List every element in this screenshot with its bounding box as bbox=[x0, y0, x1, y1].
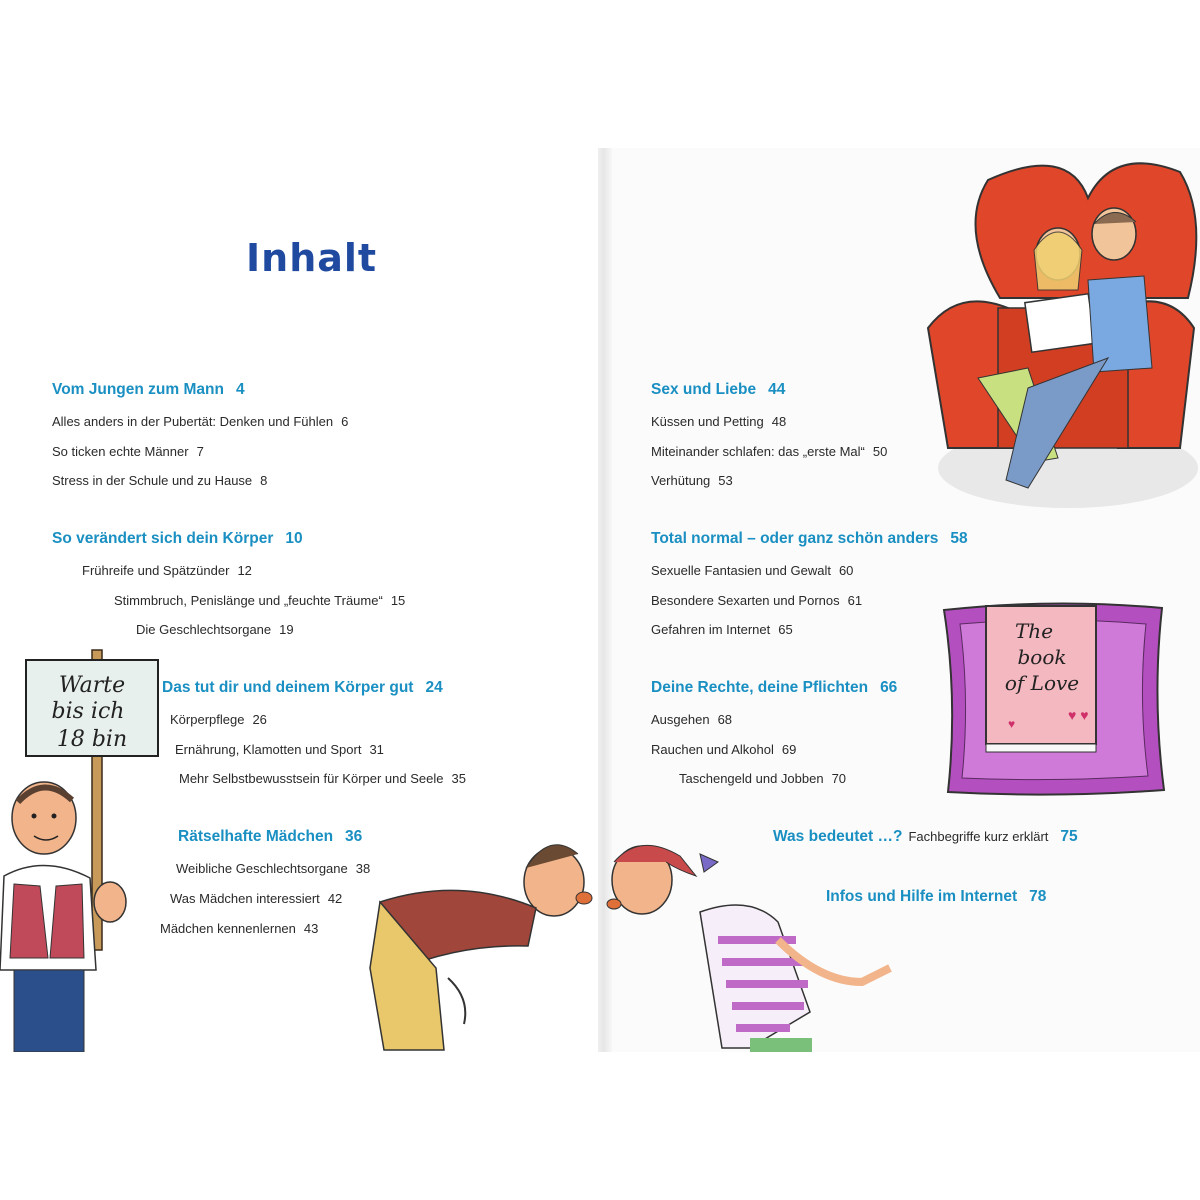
toc-entry[interactable] bbox=[179, 771, 466, 786]
kissing-boy-illustration bbox=[340, 828, 600, 1052]
entry-label: Rauchen und Alkohol bbox=[651, 742, 774, 757]
entry-page: 60 bbox=[838, 563, 854, 578]
sign-text-line2: bis ich bbox=[51, 699, 125, 724]
entry-label: Weibliche Geschlechtsorgane bbox=[176, 861, 348, 876]
boy-eye bbox=[52, 814, 57, 819]
boy-eye bbox=[32, 814, 37, 819]
entry-page: 43 bbox=[303, 921, 319, 936]
entry-page: 15 bbox=[390, 593, 406, 608]
girl-skirt bbox=[750, 1038, 812, 1052]
entry-label: Stimmbruch, Penislänge und „feuchte Träume“ bbox=[114, 593, 383, 608]
heading-label: Infos und Hilfe im Internet bbox=[826, 888, 1018, 905]
book-title-line2: book bbox=[1017, 645, 1067, 669]
toc-entry[interactable] bbox=[651, 712, 732, 727]
book-title-line1: The bbox=[1014, 619, 1054, 643]
heading-page: 44 bbox=[768, 381, 786, 398]
sign-text-line1: Warte bbox=[58, 673, 126, 698]
entry-page: 50 bbox=[872, 444, 888, 459]
entry-label: Was Mädchen interessiert bbox=[170, 891, 320, 906]
entry-label: Gefahren im Internet bbox=[651, 622, 771, 637]
book-title-line3: of Love bbox=[1004, 671, 1080, 695]
entry-page: 53 bbox=[718, 473, 733, 488]
toc-entry[interactable] bbox=[170, 712, 267, 727]
entry-page: 12 bbox=[237, 563, 252, 578]
entry-page: 61 bbox=[847, 593, 863, 608]
toc-entry[interactable] bbox=[651, 444, 887, 459]
heading-label: Das tut dir und deinem Körper gut bbox=[162, 679, 414, 696]
toc-entry[interactable] bbox=[170, 891, 342, 906]
heading-page: 24 bbox=[425, 679, 443, 696]
entry-page: 48 bbox=[771, 414, 787, 429]
toc-entry[interactable] bbox=[82, 563, 252, 578]
toc-heading[interactable] bbox=[52, 381, 245, 399]
entry-label: Frühreife und Spätzünder bbox=[82, 563, 230, 578]
toc-entry[interactable] bbox=[52, 414, 348, 429]
entry-label: Alles anders in der Pubertät: Denken und Fühlen bbox=[52, 414, 334, 429]
heading-page: 78 bbox=[1029, 888, 1047, 905]
boy-hand bbox=[448, 978, 465, 1024]
heading-label: Was bedeutet …? bbox=[773, 828, 903, 845]
heading-subtitle: Fachbegriffe kurz erklärt bbox=[908, 829, 1049, 844]
entry-page: 69 bbox=[781, 742, 797, 757]
entry-label: Ernährung, Klamotten und Sport bbox=[175, 742, 362, 757]
entry-page: 35 bbox=[451, 771, 466, 786]
toc-entry[interactable] bbox=[651, 593, 862, 608]
entry-page: 65 bbox=[778, 622, 793, 637]
toc-entry[interactable] bbox=[651, 414, 786, 429]
boy-with-sign-illustration bbox=[0, 640, 170, 1052]
entry-label: Mehr Selbstbewusstsein für Körper und Seele bbox=[179, 771, 444, 786]
heart-icon: ♥ ♥ bbox=[1068, 707, 1089, 723]
entry-page: 68 bbox=[717, 712, 733, 727]
entry-label: Küssen und Petting bbox=[651, 414, 764, 429]
entry-label: Miteinander schlafen: das „erste Mal“ bbox=[651, 444, 865, 459]
heading-page: 36 bbox=[345, 828, 363, 845]
entry-label: Besondere Sexarten und Pornos bbox=[651, 593, 840, 608]
toc-entry[interactable] bbox=[52, 473, 267, 488]
entry-label: Ausgehen bbox=[651, 712, 710, 727]
armchair-back bbox=[976, 163, 1197, 298]
entry-label: Sexuelle Fantasien und Gewalt bbox=[651, 563, 831, 578]
toc-heading[interactable] bbox=[178, 828, 362, 846]
couple-armchair-illustration bbox=[918, 158, 1200, 542]
toc-entry[interactable] bbox=[651, 622, 793, 637]
heading-label: Vom Jungen zum Mann bbox=[52, 381, 224, 398]
sign-text-line3: 18 bin bbox=[56, 727, 128, 752]
entry-page: 70 bbox=[831, 771, 847, 786]
entry-page: 8 bbox=[260, 473, 268, 488]
kissing-girl-illustration bbox=[600, 832, 900, 1052]
toc-entry[interactable] bbox=[136, 622, 294, 637]
toc-entry[interactable] bbox=[52, 444, 204, 459]
heading-label: Sex und Liebe bbox=[651, 381, 757, 398]
entry-page: 19 bbox=[279, 622, 294, 637]
boy-shirt bbox=[1088, 276, 1152, 372]
toc-heading[interactable] bbox=[651, 679, 897, 697]
entry-label: Verhütung bbox=[651, 473, 711, 488]
girl-hair bbox=[1034, 232, 1082, 290]
boy-hand bbox=[94, 882, 126, 922]
heading-page: 58 bbox=[950, 530, 968, 547]
heading-label: Total normal – oder ganz schön anders bbox=[651, 530, 939, 547]
heading-page: 66 bbox=[880, 679, 898, 696]
heading-page: 75 bbox=[1060, 828, 1078, 845]
page-title: Inhalt bbox=[246, 236, 378, 280]
toc-entry[interactable] bbox=[679, 771, 846, 786]
heading-label: Deine Rechte, deine Pflichten bbox=[651, 679, 869, 696]
toc-entry[interactable] bbox=[651, 742, 796, 757]
toc-heading[interactable] bbox=[162, 679, 443, 697]
entry-page: 7 bbox=[196, 444, 204, 459]
toc-entry[interactable] bbox=[114, 593, 405, 608]
girl-bow bbox=[700, 854, 718, 872]
heart-icon: ♥ bbox=[1008, 717, 1016, 731]
toc-heading[interactable] bbox=[651, 381, 785, 399]
heading-label: Rätselhafte Mädchen bbox=[178, 828, 334, 845]
entry-page: 26 bbox=[252, 712, 267, 727]
boy-lips bbox=[576, 892, 592, 904]
toc-entry[interactable] bbox=[651, 473, 733, 488]
entry-label: Taschengeld und Jobben bbox=[679, 771, 824, 786]
entry-label: Stress in der Schule und zu Hause bbox=[52, 473, 253, 488]
love-book-pages bbox=[986, 744, 1096, 752]
toc-entry[interactable] bbox=[175, 742, 384, 757]
boy-jeans bbox=[14, 970, 84, 1052]
book-on-pillow-illustration bbox=[938, 600, 1168, 798]
heading-page: 10 bbox=[285, 530, 303, 547]
boy-vest bbox=[50, 884, 84, 958]
heading-label: So verändert sich dein Körper bbox=[52, 530, 274, 547]
girl-lips bbox=[607, 899, 621, 909]
entry-page: 31 bbox=[369, 742, 384, 757]
toc-entry[interactable] bbox=[160, 921, 318, 936]
entry-label: Mädchen kennenlernen bbox=[160, 921, 296, 936]
toc-entry[interactable] bbox=[651, 563, 853, 578]
entry-label: So ticken echte Männer bbox=[52, 444, 189, 459]
heading-page: 4 bbox=[235, 381, 245, 398]
entry-label: Körperpflege bbox=[170, 712, 245, 727]
entry-page: 38 bbox=[355, 861, 371, 876]
open-book bbox=[1025, 294, 1095, 352]
entry-page: 6 bbox=[341, 414, 349, 429]
toc-heading[interactable] bbox=[52, 530, 303, 548]
entry-page: 42 bbox=[327, 891, 343, 906]
entry-label: Die Geschlechtsorgane bbox=[136, 622, 272, 637]
